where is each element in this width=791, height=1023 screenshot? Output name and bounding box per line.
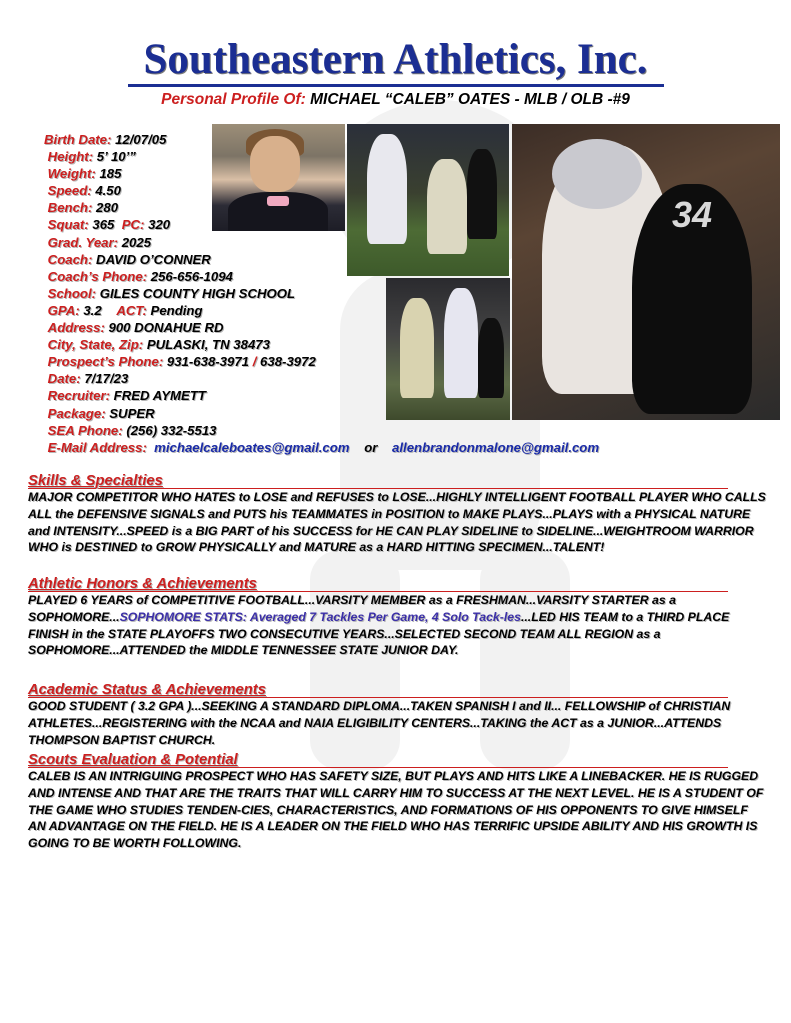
honors-heading: Athletic Honors & Achievements [28, 576, 257, 592]
scouts-heading: Scouts Evaluation & Potential [28, 752, 238, 768]
info-bench: Bench: 280 [47, 200, 119, 216]
info-city-state-zip: City, State, Zip: PULASKI, TN 38473 [47, 337, 270, 353]
email-link-primary[interactable]: michaelcaleboates@gmail.com [154, 439, 350, 455]
sophomore-stats-text: : Averaged 7 Tackles Per Game, 4 Solo Tack-les [242, 609, 521, 624]
company-title: Southeastern Athletics, Inc. [143, 36, 648, 83]
title-underline [128, 84, 664, 87]
portrait-photo [212, 124, 345, 231]
info-recruiter: Recruiter: FRED AYMETT [47, 388, 206, 404]
profile-subtitle [0, 91, 791, 109]
academic-text: GOOD STUDENT ( 3.2 GPA )...SEEKING A STANDARD DIPLOMA...TAKEN SPANISH I and II... FELLOWSHIP of CHRISTIAN ATHLETES...REGISTERING with the NCAA and NAIA ELIGIBILITY CENTERS...TAKING the ACT as a JUNIOR...ATTENDS THOMPSON BAPTIST CHURCH. [28, 699, 731, 747]
info-email: E-Mail Address: michaelcaleboates@gmail.com or allenbrandonmalone@gmail.com [47, 439, 600, 455]
info-coach-phone: Coach’s Phone: 256-656-1094 [47, 268, 233, 284]
info-weight: Weight: 185 [47, 166, 122, 182]
info-speed: Speed: 4.50 [47, 183, 121, 199]
action-photo-3 [512, 124, 780, 420]
skills-text: MAJOR COMPETITOR WHO HATES to LOSE and REFUSES to LOSE...HIGHLY INTELLIGENT FOOTBALL PLAYER WHO CALLS ALL the DEFENSIVE SIGNALS and PUTS his TEAMMATES in POSITION to MAKE PLAYS...PLAYS with a PHYSICAL NATURE and INTENSITY...SPEED is a BIG PART of his SUCCESS for HE CAN PLAY SIDELINE to SIDELINE...WEIGHTROOM WARRIOR WHO is DESTINED to GROW PHYSICALLY and MATURE as a HARD HITTING SPECIMEN...TALENT! [28, 490, 766, 555]
info-sea-phone: SEA Phone: (256) 332-5513 [47, 422, 217, 438]
info-squat: Squat: 365 PC: 320 [47, 217, 171, 233]
info-coach: Coach: DAVID O’CONNER [47, 251, 211, 267]
honors-text: PLAYED 6 YEARS of COMPETITIVE FOOTBALL...VARSITY MEMBER as a FRESHMAN...VARSITY STARTER as a SOPHOMORE...SOPHOMORE STATS: Averaged 7 Tackles Per Game, 4 Solo Tack-les...LED HIS TEAM to a THIRD PLACE FINISH in the STATE PLAYOFFS TWO CONSECUTIVE YEARS...SELECTED SECOND TEAM ALL REGION as a SOPHOMORE...ATTENDED the MIDDLE TENNESSEE STATE JUNIOR DAY. [28, 593, 730, 658]
profile-label: Personal Profile Of: [161, 91, 306, 108]
info-grad-year: Grad. Year: 2025 [47, 234, 152, 250]
section-scouts [28, 751, 768, 852]
scouts-text: CALEB IS AN INTRIGUING PROSPECT WHO HAS SAFETY SIZE, BUT PLAYS AND HITS LIKE A LINEBACKER. HE IS RUGGED AND INTENSE AND THAT ARE THE TRAITS THAT WILL CARRY HIM TO SUCCESS AT THE NEXT LEVEL. HE IS A STUDENT OF THE GAME WHO STUDIES TENDEN-CIES, CHARACTERISTICS, AND FORMATIONS OF HIS OPPONENTS TO GIVE HIMSELF AN ADVANTAGE ON THE FIELD. HE IS A LEADER ON THE FIELD WHO HAS TERRIFIC UPSIDE ABILITY AND HIS GROWTH IS GOING TO BE WORTH FOLLOWING. [28, 769, 764, 851]
sophomore-stats-label: SOPHOMORE STATS [119, 609, 243, 624]
info-birth-date: Birth Date: 12/07/05 [44, 132, 167, 147]
action-photo-1 [347, 124, 509, 276]
skills-heading: Skills & Specialties [28, 473, 163, 489]
profile-name: MICHAEL “CALEB” OATES - MLB / OLB -#9 [310, 91, 630, 108]
info-height: Height: 5’ 10’” [47, 149, 136, 165]
jersey-number: 34 [672, 194, 713, 235]
info-prospect-phone: Prospect’s Phone: 931-638-3971 / 638-3972 [47, 354, 316, 370]
info-date: Date: 7/17/23 [47, 371, 129, 387]
academic-heading: Academic Status & Achievements [28, 682, 266, 698]
info-school: School: GILES COUNTY HIGH SCHOOL [47, 285, 296, 301]
section-skills [28, 472, 768, 556]
info-package: Package: SUPER [47, 405, 155, 421]
section-academic [28, 681, 768, 748]
email-link-secondary[interactable]: allenbrandonmalone@gmail.com [392, 439, 600, 455]
action-photo-2 [386, 278, 510, 420]
info-address: Address: 900 DONAHUE RD [47, 320, 224, 336]
section-honors [28, 575, 768, 659]
info-gpa-act: GPA: 3.2 ACT: Pending [47, 302, 203, 318]
